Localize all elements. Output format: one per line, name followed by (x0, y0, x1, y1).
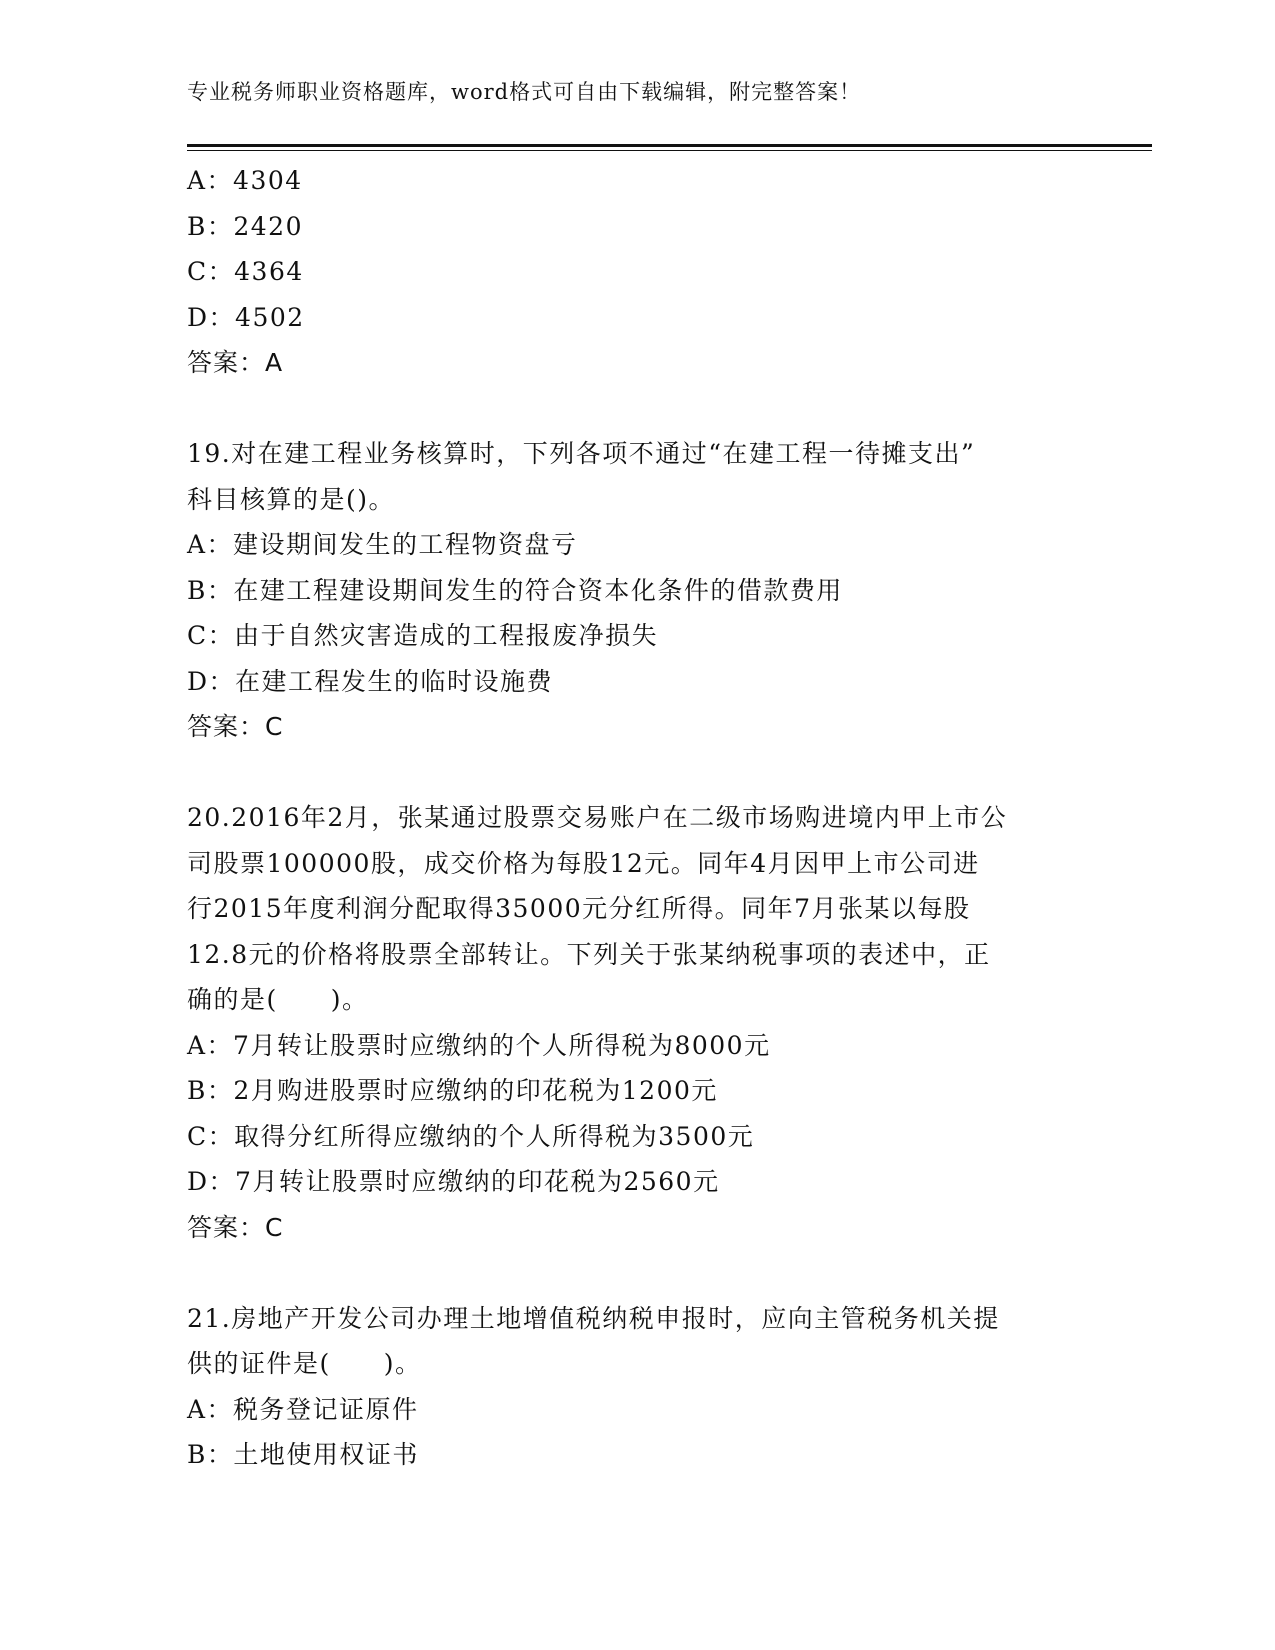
question-stem: 科目核算的是()。 (187, 484, 396, 514)
option-d: D：7月转让股票时应缴纳的印花税为2560元 (187, 1167, 720, 1196)
option-c: C：由于自然灾害造成的工程报废净损失 (187, 621, 659, 650)
option-d: D：在建工程发生的临时设施费 (187, 666, 554, 696)
question-stem: 行2015年度利润分配取得35000元分红所得。同年7月张某以每股 (187, 894, 971, 923)
question-content (187, 158, 1087, 1478)
question-stem: 供的证件是( )。 (187, 1349, 422, 1378)
option-b: B：2420 (187, 211, 303, 241)
option-a: A：4304 (187, 166, 303, 195)
question-20 (187, 795, 1087, 1250)
question-stem: 19.对在建工程业务核算时，下列各项不通过“在建工程一待摊支出” (187, 439, 976, 468)
question-19 (187, 431, 1087, 750)
option-b: B：在建工程建设期间发生的符合资本化条件的借款费用 (187, 575, 843, 605)
option-d: D：4502 (187, 302, 305, 332)
option-a: A：7月转让股票时应缴纳的个人所得税为8000元 (187, 1030, 771, 1060)
answer: 答案：A (187, 348, 284, 377)
page-header: 专业税务师职业资格题库，word格式可自由下载编辑，附完整答案！ (187, 80, 862, 104)
question-stem: 司股票100000股，成交价格为每股12元。同年4月因甲上市公司进 (187, 848, 980, 878)
header-rule-thick (187, 144, 1152, 147)
question-stem: 21.房地产开发公司办理土地增值税纳税申报时，应向主管税务机关提 (187, 1303, 1000, 1333)
option-b: B：土地使用权证书 (187, 1440, 419, 1469)
answer: 答案：C (187, 1212, 284, 1242)
question-stem: 确的是( )。 (187, 985, 369, 1014)
option-b: B：2月购进股票时应缴纳的印花税为1200元 (187, 1076, 718, 1105)
question-stem: 20.2016年2月，张某通过股票交易账户在二级市场购进境内甲上市公 (187, 803, 1008, 832)
option-c: C：4364 (187, 257, 304, 286)
question-21 (187, 1296, 1087, 1478)
answer: 答案：C (187, 712, 284, 741)
option-c: C：取得分红所得应缴纳的个人所得税为3500元 (187, 1121, 755, 1151)
question-18 (187, 158, 1087, 386)
option-a: A：税务登记证原件 (187, 1394, 419, 1424)
option-a: A：建设期间发生的工程物资盘亏 (187, 530, 578, 559)
header-rule-thin (187, 150, 1152, 151)
question-stem: 12.8元的价格将股票全部转让。下列关于张某纳税事项的表述中，正 (187, 939, 991, 969)
